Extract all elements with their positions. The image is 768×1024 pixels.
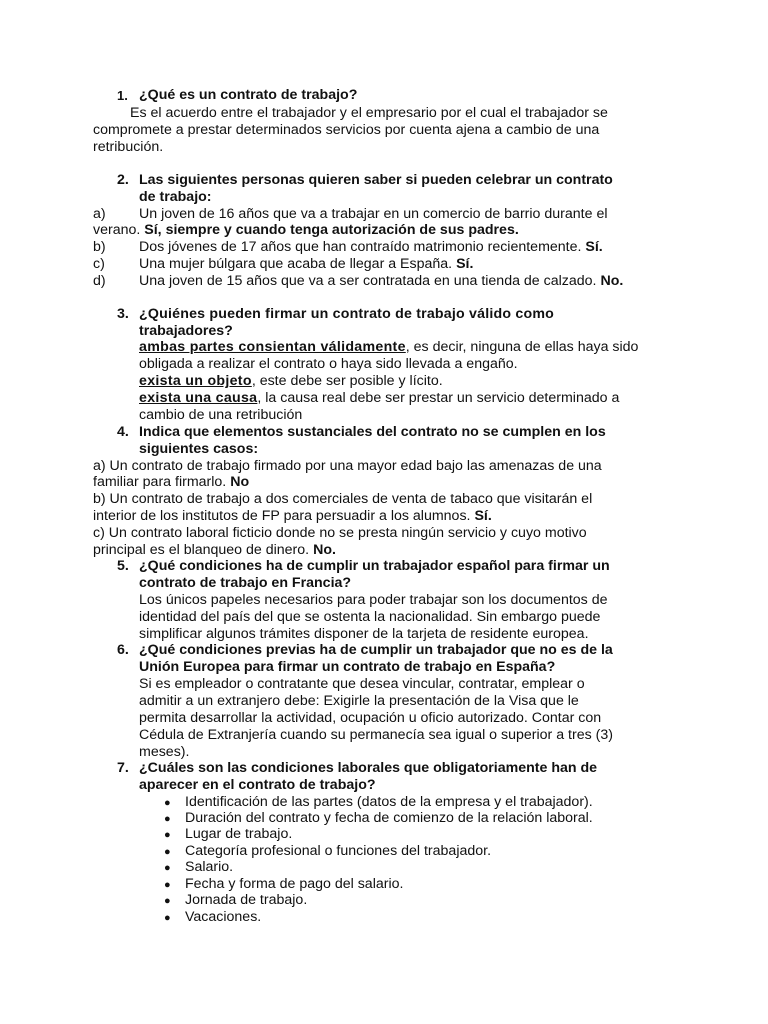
- q2-a-cont-plain: verano.: [93, 222, 141, 238]
- q4-case-text: principal es el blanqueo de dinero.: [93, 542, 310, 558]
- q4-case-line: c) Un contrato laboral ficticio donde no se presta ningún servicio y cuyo motivo: [93, 525, 587, 541]
- q2-question-line: Las siguientes personas quieren saber si pueden celebrar un contrato: [139, 172, 613, 188]
- q3-object-term: exista un objeto: [139, 373, 252, 389]
- q4-case-line: b) Un contrato de trabajo a dos comerciales de venta de tabaco que visitarán el: [93, 491, 593, 507]
- bullet-icon: ●: [164, 895, 171, 907]
- q4-case-answer: No: [230, 474, 250, 490]
- q5-answer-line: simplificar algunos trámites disponer de la tarjeta de residente europea.: [139, 626, 589, 642]
- list-item: Fecha y forma de pago del salario.: [185, 876, 404, 892]
- q3-object-text: , este debe ser posible y lícito.: [251, 373, 443, 389]
- q4-case-text: interior de los institutos de FP para persuadir a los alumnos.: [93, 508, 471, 524]
- q5-number: 5.: [117, 558, 129, 574]
- q2-item-a-continuation: [93, 222, 519, 239]
- q2-item-text: Dos jóvenes de 17 años que han contraído matrimonio recientemente.: [139, 239, 582, 255]
- bullet-icon: ●: [164, 912, 171, 924]
- q2-item-answer: No.: [600, 273, 624, 289]
- q7-question-line: ¿Cuáles son las condiciones laborales que obligatoriamente han de: [139, 760, 598, 776]
- q2-question-line: de trabajo:: [139, 189, 212, 205]
- q3-cause-term: exista una causa: [139, 390, 258, 406]
- list-item: Lugar de trabajo.: [185, 826, 293, 842]
- q4-case-text: familiar para firmarlo.: [93, 474, 227, 490]
- bullet-icon: ●: [164, 797, 171, 809]
- q3-condition-consent: [139, 339, 638, 356]
- q2-item-line: [139, 256, 473, 273]
- q6-answer-line: Cédula de Extranjería cuando su permanecía sea igual o superior a tres (3): [139, 727, 613, 743]
- q2-item-answer: Sí.: [456, 256, 474, 272]
- bullet-icon: ●: [164, 862, 171, 874]
- q2-item-letter: c): [93, 256, 105, 272]
- q1-question: ¿Qué es un contrato de trabajo?: [139, 87, 358, 103]
- q2-item-line: [139, 239, 603, 256]
- list-item: Vacaciones.: [185, 909, 262, 925]
- q3-cause-text: , la causa real debe ser prestar un servicio determinado a: [257, 390, 620, 406]
- q2-item-letter: a): [93, 206, 106, 222]
- list-item: Salario.: [185, 859, 234, 875]
- list-item: Identificación de las partes (datos de la empresa y el trabajador).: [185, 794, 593, 810]
- q7-number: 7.: [117, 760, 129, 776]
- q2-item-answer: Sí.: [585, 239, 603, 255]
- list-item: Jornada de trabajo.: [185, 892, 308, 908]
- bullet-icon: ●: [164, 879, 171, 891]
- q2-item-text: Una mujer búlgara que acaba de llegar a España.: [139, 256, 453, 272]
- q6-question-line: ¿Qué condiciones previas ha de cumplir un trabajador que no es de la: [139, 642, 613, 658]
- q4-case-answer: No.: [313, 542, 336, 558]
- q5-answer-line: Los únicos papeles necesarios para poder trabajar son los documentos de: [139, 592, 608, 608]
- q4-number: 4.: [117, 424, 129, 440]
- list-item: Duración del contrato y fecha de comienzo de la relación laboral.: [185, 810, 593, 826]
- q1-answer-line: Es el acuerdo entre el trabajador y el empresario por el cual el trabajador se: [130, 105, 608, 121]
- q4-case-line: [93, 508, 492, 525]
- q3-consent-term: ambas partes consientan válidamente: [139, 339, 406, 355]
- q4-case-answer: Sí.: [474, 508, 492, 524]
- q6-answer-line: admitir a un extranjero debe: Exigirle la presentación de la Visa que le: [139, 693, 579, 709]
- bullet-icon: ●: [164, 813, 171, 825]
- q3-condition-cause: [139, 390, 619, 407]
- q5-question-line: contrato de trabajo en Francia?: [139, 575, 352, 591]
- bullet-icon: ●: [164, 846, 171, 858]
- q4-case-line: a) Un contrato de trabajo firmado por una mayor edad bajo las amenazas de una: [93, 458, 602, 474]
- q4-question-line: siguientes casos:: [139, 441, 259, 457]
- q3-consent-line2: obligada a realizar el contrato o haya sido llevada a engaño.: [139, 356, 518, 372]
- q1-number: 1.: [117, 88, 128, 103]
- q4-case-line: [93, 474, 249, 491]
- q2-item-line: [139, 273, 623, 290]
- q2-item-letter: b): [93, 239, 106, 255]
- q3-question-line: trabajadores?: [139, 323, 233, 339]
- q3-condition-object: [139, 373, 443, 390]
- q6-number: 6.: [117, 642, 129, 658]
- q3-number: 3.: [117, 306, 129, 322]
- q5-answer-line: identidad del país del que se ostenta la nacionalidad. Sin embargo puede: [139, 609, 601, 625]
- q6-answer-line: meses).: [139, 744, 190, 760]
- q1-answer-line: compromete a prestar determinados servicios por cuenta ajena a cambio de una: [93, 122, 600, 138]
- q3-consent-text: , es decir, ninguna de ellas haya sido: [405, 339, 639, 355]
- q3-question-line: ¿Quiénes pueden firmar un contrato de trabajo válido como: [139, 306, 555, 322]
- q2-item-text: Un joven de 16 años que va a trabajar en un comercio de barrio durante el: [139, 206, 608, 222]
- bullet-icon: ●: [164, 829, 171, 841]
- q4-case-line: [93, 542, 336, 559]
- q4-question-line: Indica que elementos sustanciales del contrato no se cumplen en los: [139, 424, 606, 440]
- q5-question-line: ¿Qué condiciones ha de cumplir un trabajador español para firmar un: [139, 558, 610, 574]
- q2-a-answer: Sí, siempre y cuando tenga autorización de sus padres.: [144, 222, 519, 238]
- q1-answer-line: retribución.: [93, 139, 164, 155]
- q6-question-line: Unión Europea para firmar un contrato de trabajo en España?: [139, 659, 556, 675]
- q2-item-letter: d): [93, 273, 106, 289]
- q6-answer-line: Si es empleador o contratante que desea vincular, contratar, emplear o: [139, 676, 585, 692]
- q2-item-text: Una joven de 15 años que va a ser contratada en una tienda de calzado.: [139, 273, 597, 289]
- q3-cause-line2: cambio de una retribución: [139, 407, 303, 423]
- q2-number: 2.: [117, 172, 129, 188]
- list-item: Categoría profesional o funciones del trabajador.: [185, 843, 492, 859]
- q7-question-line: aparecer en el contrato de trabajo?: [139, 777, 376, 793]
- q6-answer-line: permita desarrollar la actividad, ocupación u oficio autorizado. Contar con: [139, 710, 602, 726]
